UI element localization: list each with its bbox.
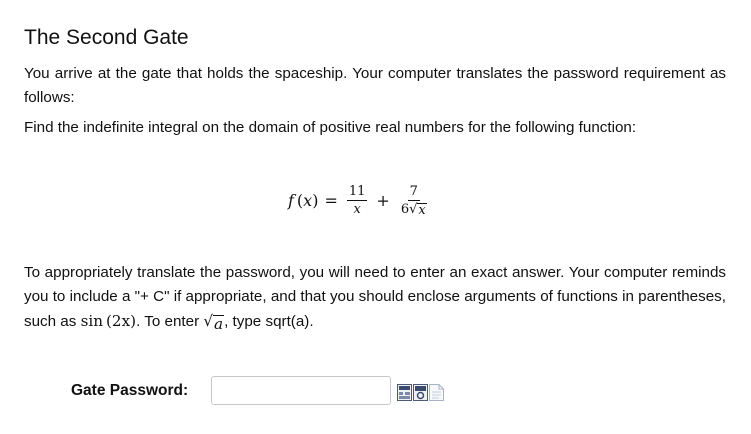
term2-coefficient: 6 (400, 201, 410, 217)
fraction-term2 (399, 184, 429, 217)
hint-text-a: To appropriately translate the password, you will need to enter an exact answer. Your computer reminds you to include a "+ C" if appropriate, and that you should enclose arguments of functions in parentheses, such as (24, 264, 726, 330)
gate-password-input[interactable] (211, 376, 391, 405)
term1-denominator: x (353, 201, 361, 217)
equation-editor-icon[interactable] (397, 384, 412, 401)
term2-denominator (399, 201, 429, 217)
fraction-term1 (347, 184, 368, 217)
example-argument: (2x) (106, 312, 137, 330)
hint-text-b: . To enter (136, 313, 204, 330)
instruction-paragraph: Find the indefinite integral on the domain of positive real numbers for the following function: (24, 119, 637, 136)
hint-paragraph (24, 261, 726, 334)
sqrt-example-arg: a (214, 315, 224, 333)
preview-icon[interactable] (413, 384, 428, 401)
sqrt-example: √ a (203, 312, 224, 333)
equals-sign: = (324, 190, 338, 210)
answer-tools (397, 384, 444, 401)
sqrt-symbol: √ (409, 201, 418, 217)
term2-numerator: 7 (409, 183, 418, 199)
intro-paragraph: You arrive at the gate that holds the spaceship. Your computer translates the password requirement as follows: (24, 65, 726, 106)
function-name: f (288, 190, 294, 210)
term1-numerator: 11 (348, 183, 366, 199)
function-formula: f ( x ) = $\frac{11}{x}$ + 7 6 √ x (288, 177, 432, 223)
plus-sign: + (376, 190, 390, 210)
function-variable: x (303, 190, 313, 210)
term2-radicand: x (418, 202, 426, 218)
example-function: sin (80, 312, 103, 330)
page-title: The Second Gate (24, 26, 189, 49)
help-icon[interactable] (429, 384, 444, 401)
hint-text-c: , type sqrt(a). (224, 313, 314, 330)
gate-password-label: Gate Password: (71, 382, 189, 399)
